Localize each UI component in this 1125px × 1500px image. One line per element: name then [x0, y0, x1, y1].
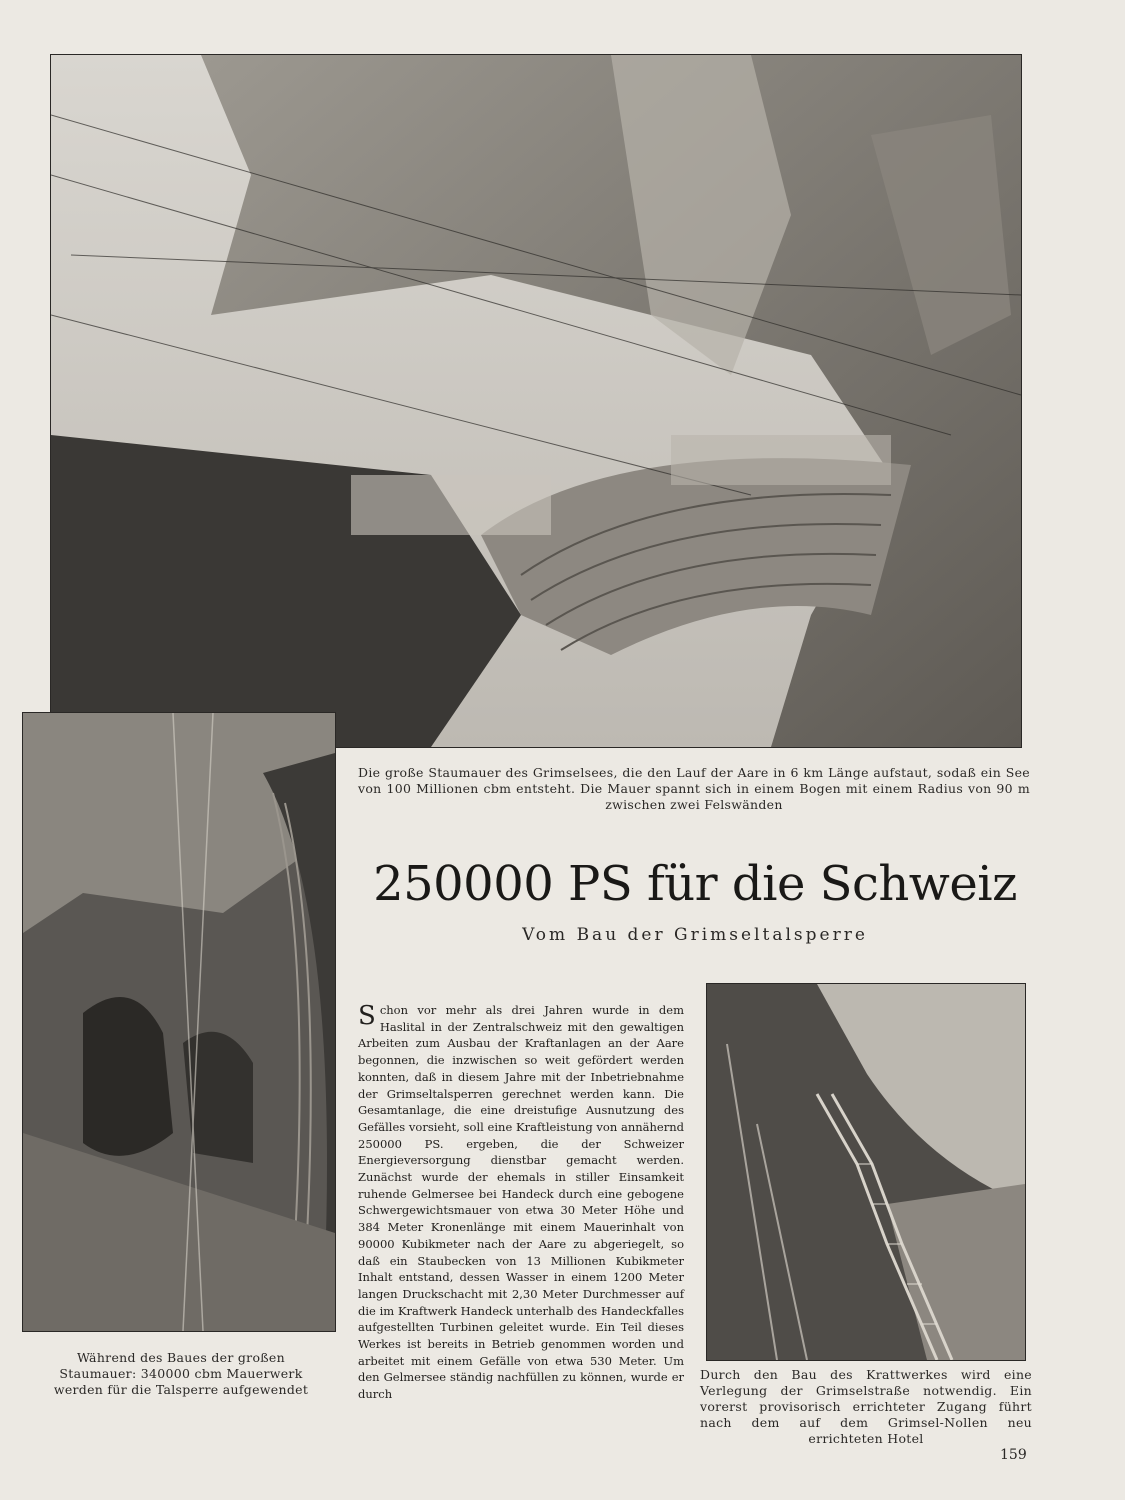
article-subtitle: Vom Bau der Grimseltalsperre [522, 925, 868, 945]
top-photo-caption: Die große Staumauer des Grimselsees, die den Lauf der Aare in 6 km Länge aufstaut, sodaß ein See von 100 Millionen cbm entsteht. Die Mauer spannt sich in einem Bogen mit einem Radius von 90 m zwischen zwei Felswänden [358, 765, 1030, 812]
article-body: Schon vor mehr als drei Jahren wurde in dem Haslital in der Zentralschweiz mit den gewaltigen Arbeiten zum Ausbau der Kraftanlagen an der Aare begonnen, die inzwischen so weit gefördert werden konnten, daß in diesem Jahre mit der Inbetriebnahme der Grimseltalsperren gerechnet werden kann. Die Gesamtanlage, die eine dreistufige Ausnutzung des Gefälles vorsieht, soll eine Kraftleistung von annähernd 250000 PS. ergeben, die der Schweizer Energieversorgung dienstbar gemacht werden. Zunächst wurde der ehemals in stiller Einsamkeit ruhende Gelmersee bei Handeck durch eine gebogene Schwergewichtsmauer von etwa 30 Meter Höhe und 384 Meter Kronenlänge mit einem Mauerinhalt von 90000 Kubikmeter nach der Aare zu abgeriegelt, so daß ein Staubecken von 13 Millionen Kubikmeter Inhalt entstand, dessen Wasser in einem 1200 Meter langen Druckschacht mit 2,30 Meter Durchmesser auf die im Kraftwerk Handeck unterhalb des Handeckfalles aufgestellten Turbinen geleitet wurde. Ein Teil dieses Werkes ist bereits in Betrieb genommen worden und arbeitet mit einem Gefälle von etwa 530 Meter. Um den Gelmersee ständig nachfüllen zu können, wurde er durch [358, 1001, 684, 1402]
left-photo-caption: Während des Baues der großen Staumauer: 340000 cbm Mauerwerk werden für die Talsperre aufgewendet [53, 1350, 309, 1397]
stairway-photo-illustration [707, 984, 1025, 1360]
workers-photo-illustration [23, 713, 335, 1331]
right-photo-caption: Durch den Bau des Krattwerkes wird eine Verlegung der Grimselstraße notwendig. Ein vorerst provisorisch errichteter Zugang führt nach dem auf dem Grimsel-Nollen neu errichteten Hotel [700, 1367, 1032, 1446]
stairway-access-photo [706, 983, 1026, 1361]
article-headline: 250000 PS für die Schweiz [373, 856, 1017, 912]
page-number: 159 [1000, 1447, 1027, 1463]
workers-on-dam-photo [22, 712, 336, 1332]
dam-construction-photo [50, 54, 1022, 748]
dam-photo-illustration [51, 55, 1021, 747]
